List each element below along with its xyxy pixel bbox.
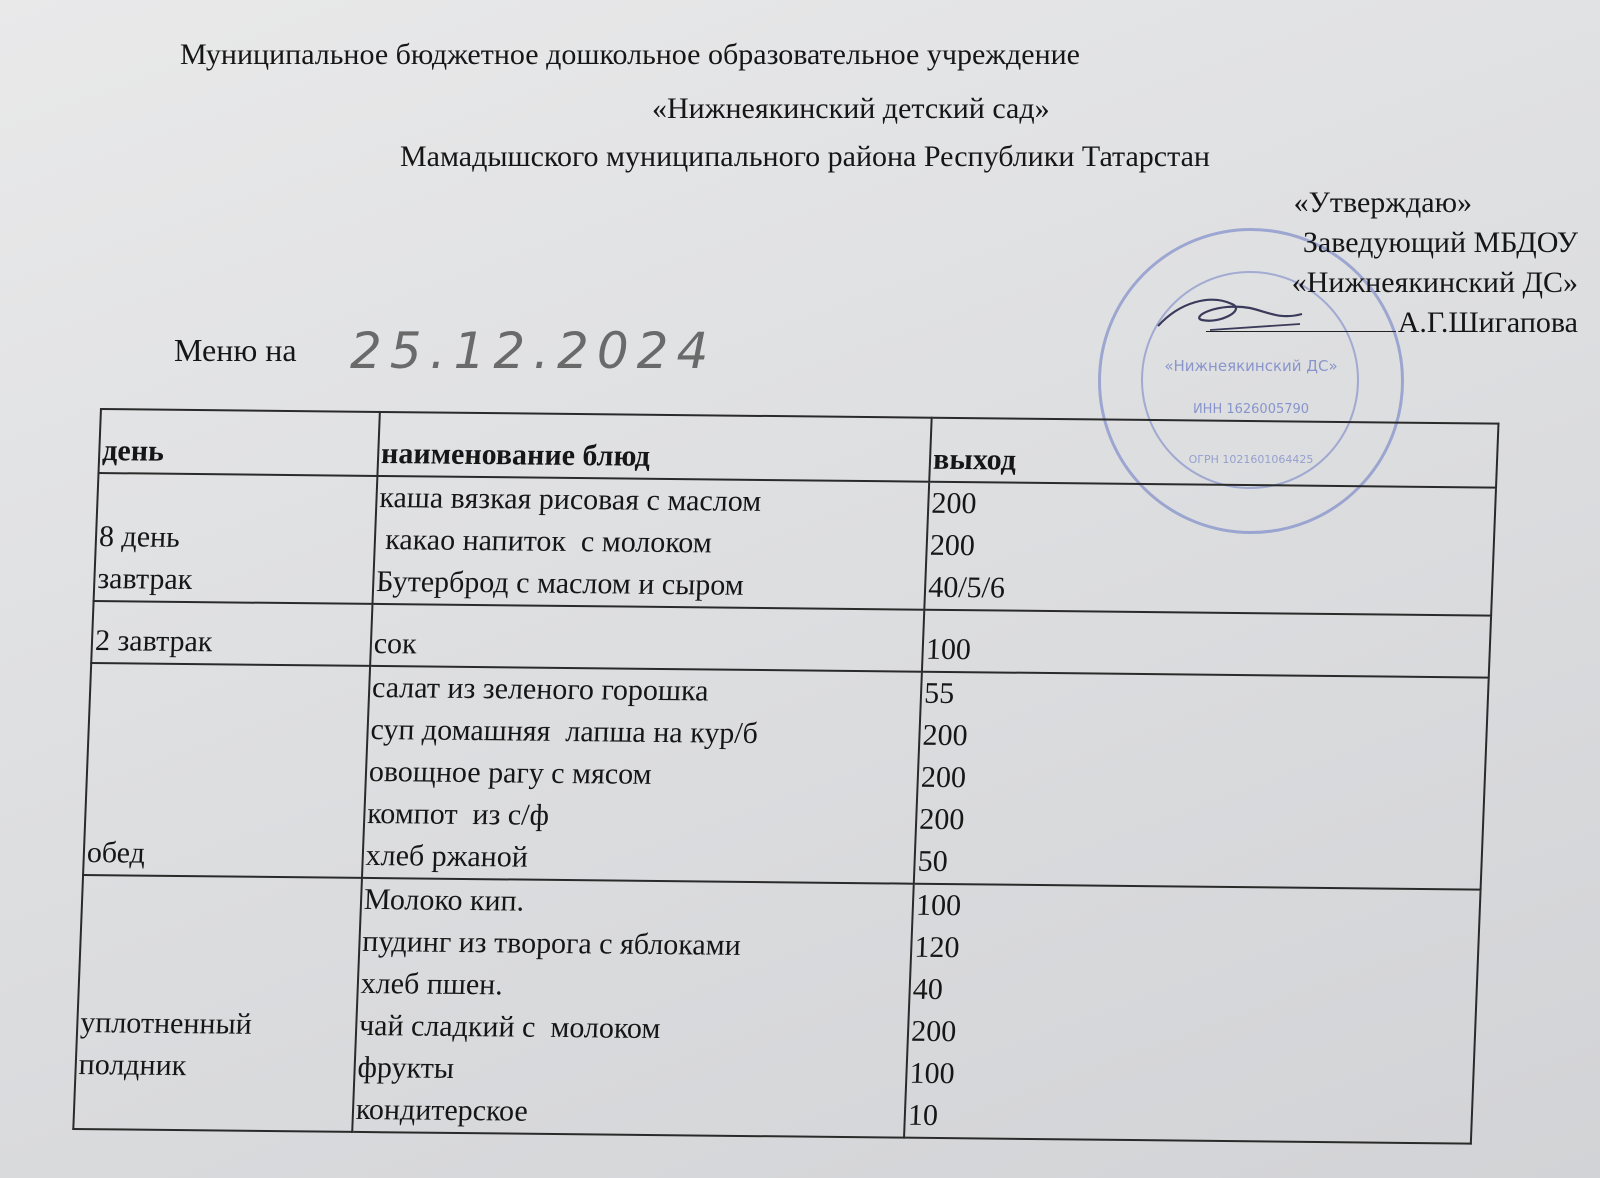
- stamp-center-text: «Нижнеякинский ДС»: [1164, 357, 1338, 375]
- table-row: [73, 875, 1480, 1144]
- meal-label: уплотненный: [79, 1006, 253, 1041]
- meal-label: 8 день: [98, 520, 181, 554]
- meal-label: 2 завтрак: [94, 624, 214, 659]
- header-dishes: наименование блюд: [377, 412, 932, 482]
- yield-value: 100: [915, 888, 962, 923]
- header-day: день: [99, 409, 380, 476]
- approval-org: «Нижнеякинский ДС»: [1291, 266, 1578, 299]
- dish-item: компот из с/ф: [366, 796, 550, 832]
- yield-cell: [914, 672, 1489, 890]
- meal-label: обед: [86, 836, 146, 870]
- dishes-cell: [372, 476, 929, 610]
- yield-value: 55: [923, 676, 955, 711]
- yield-value: 200: [920, 760, 967, 795]
- dish-item: пудинг из творога с яблоками: [361, 924, 742, 962]
- approval-position: Заведующий МБДОУ: [1302, 226, 1578, 259]
- dish-item: чай сладкий с молоком: [358, 1008, 662, 1046]
- header-yield: выход: [929, 418, 1498, 488]
- yield-value: 100: [925, 632, 972, 667]
- yield-value: 40/5/6: [927, 570, 1006, 605]
- dishes-cell: [370, 604, 924, 672]
- yield-value: 120: [913, 930, 961, 965]
- meal-cell: [83, 663, 370, 878]
- yield-value: 50: [917, 844, 949, 879]
- yield-value: 200: [922, 718, 969, 753]
- yield-value: 200: [930, 486, 978, 521]
- dish-item: какао напиток с молоком: [377, 522, 713, 560]
- stamp-ogrn-text: ОГРН 1021601064425: [1188, 453, 1314, 466]
- dish-item: суп домашняя лапша на кур/б: [369, 712, 759, 751]
- yield-value: 200: [929, 528, 976, 563]
- dish-item: каша вязкая рисовая с маслом: [378, 480, 762, 518]
- yield-cell: [904, 884, 1480, 1144]
- yield-value: 200: [918, 802, 966, 837]
- yield-value: 100: [909, 1056, 956, 1091]
- header-line-1: Муниципальное бюджетное дошкольное образовательное учреждение: [180, 38, 1080, 71]
- dish-item: сок: [373, 626, 418, 661]
- dish-item: хлеб пшен.: [360, 966, 504, 1002]
- menu-date-handwritten: 25.12.2024: [350, 322, 717, 380]
- dish-item: кондитерское: [355, 1092, 529, 1128]
- meal-cell: [94, 473, 378, 604]
- header-line-2: «Нижнеякинский детский сад»: [652, 92, 1050, 125]
- header-line-3: Мамадышского муниципального района Республики Татарстан: [400, 140, 1210, 173]
- approval-name: А.Г.Шигапова: [1397, 306, 1578, 339]
- menu-table: [72, 408, 1499, 1145]
- yield-value: 40: [912, 972, 944, 1007]
- dish-item: хлеб ржаной: [365, 838, 529, 874]
- yield-value: 10: [907, 1098, 939, 1133]
- dish-item: овощное рагу с мясом: [368, 754, 653, 791]
- dishes-cell: [352, 878, 914, 1138]
- meal-cell: [73, 875, 362, 1132]
- handwritten-signature: [1150, 290, 1310, 340]
- dish-item: фрукты: [356, 1050, 455, 1085]
- meal-label: полдник: [78, 1048, 187, 1083]
- meal-label: завтрак: [96, 562, 194, 597]
- dish-item: Молоко кип.: [363, 882, 525, 918]
- yield-cell: [922, 610, 1491, 678]
- yield-value: 200: [910, 1014, 957, 1049]
- dish-item: салат из зеленого горошка: [371, 670, 710, 708]
- meal-cell: [91, 601, 372, 666]
- table-row: [94, 473, 1496, 616]
- stamp-inn-text: ИНН 1626005790: [1192, 402, 1310, 417]
- dish-item: Бутерброд с маслом и сыром: [375, 564, 745, 602]
- table-row: [83, 663, 1489, 890]
- yield-cell: [924, 482, 1496, 616]
- dishes-cell: [362, 666, 922, 884]
- approval-title: «Утверждаю»: [1293, 186, 1472, 219]
- menu-label: Меню на: [174, 332, 297, 368]
